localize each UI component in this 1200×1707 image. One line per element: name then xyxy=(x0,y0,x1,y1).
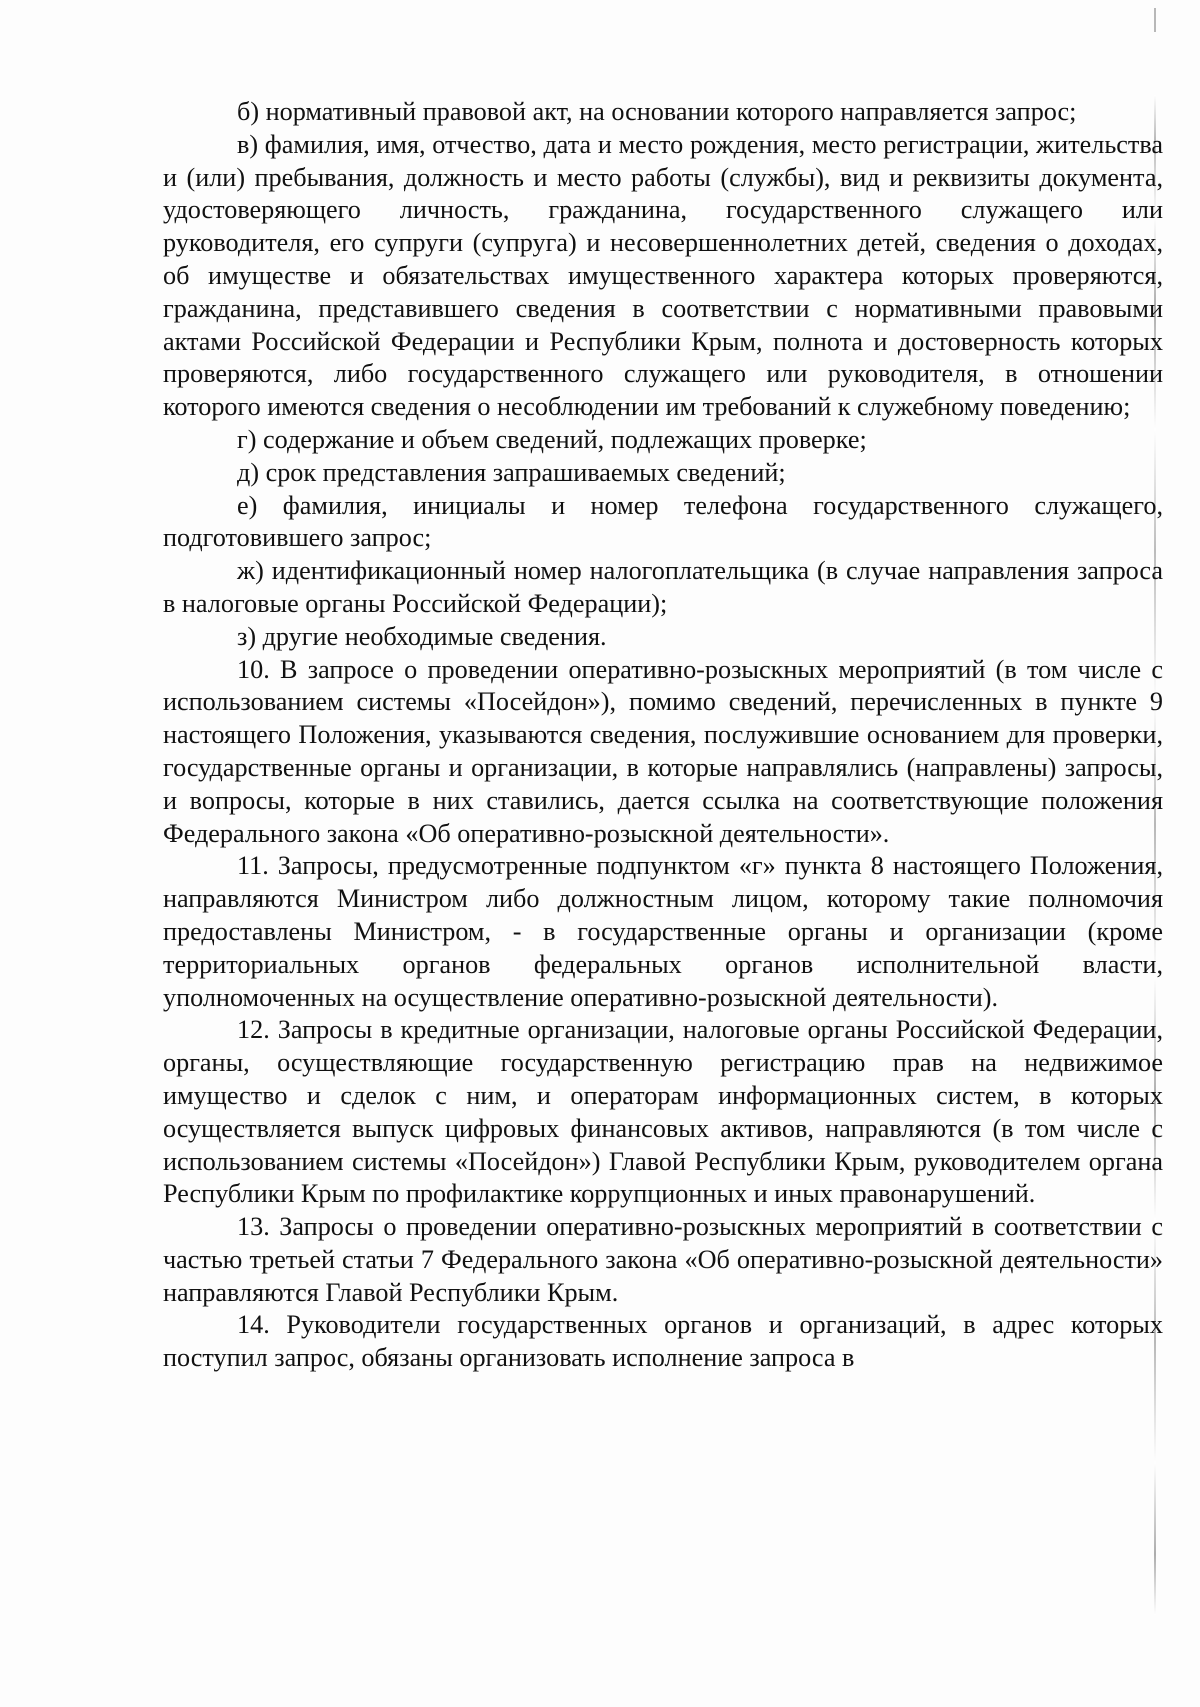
paragraph-clause-11: 11. Запросы, предусмотренные подпунктом «г» пункта 8 настоящего Положения, направляются Министром либо должностным лицом, которому такие полномочия предоставлены Министром, - в государственные органы и организации (кроме территориальных органов федеральных органов исполнительной власти, уполномоченных на осуществление оперативно-розыскной деятельности). xyxy=(163,851,1163,1012)
paragraph-clause-13: 13. Запросы о проведении оперативно-розыскных мероприятий в соответствии с частью третьей статьи 7 Федерального закона «Об оперативно-розыскной деятельности» направляются Главой Республики Крым. xyxy=(163,1212,1163,1307)
paragraph-item-d: д) срок представления запрашиваемых сведений; xyxy=(237,457,786,487)
document-body xyxy=(163,96,1163,1375)
paragraph-clause-14: 14. Руководители государственных органов и организаций, в адрес которых поступил запрос, обязаны организовать исполнение запроса в xyxy=(163,1310,1163,1373)
paragraph-item-zh: ж) идентификационный номер налогоплательщика (в случае направления запроса в налоговые органы Российской Федерации); xyxy=(163,556,1163,618)
paragraph-item-b: б) нормативный правовой акт, на основании которого направляется запрос; xyxy=(237,97,1077,126)
scan-artifact-mark xyxy=(1154,8,1156,32)
paragraph-item-z: з) другие необходимые сведения. xyxy=(237,621,607,651)
paragraph-item-g: г) содержание и объем сведений, подлежащих проверке; xyxy=(237,424,867,454)
paragraph-clause-10: 10. В запросе о проведении оперативно-розыскных мероприятий (в том числе с использованием системы «Посейдон»), помимо сведений, перечисленных в пункте 9 настоящего Положения, указываются сведения, послужившие основанием для проверки, государственные органы и организации, в которые направлялись (направлены) запросы, и вопросы, которые в них ставились, дается ссылка на соответствующие положения Федерального закона «Об оперативно-розыскной деятельности». xyxy=(163,654,1163,848)
paragraph-item-v: в) фамилия, имя, отчество, дата и место рождения, место регистрации, жительства и (или) пребывания, должность и место работы (службы), вид и реквизиты документа, удостоверяющего личность, гражданина, государственного служащего или руководителя, его супруги (супруга) и несовершеннолетних детей, сведения о доходах, об имуществе и обязательствах имущественного характера которых проверяются, гражданина, представившего сведения в соответствии с нормативными правовыми актами Российской Федерации и Республики Крым, полнота и достоверность которых проверяются, либо государственного служащего или руководителя, в отношении которого имеются сведения о несоблюдении им требований к служебному поведению; xyxy=(163,129,1163,422)
paragraph-item-e: е) фамилия, инициалы и номер телефона государственного служащего, подготовившего запрос; xyxy=(163,490,1163,553)
paragraph-clause-12: 12. Запросы в кредитные организации, налоговые органы Российской Федерации, органы, осуществляющие государственную регистрацию прав на недвижимое имущество и сделок с ним, и операторам информационных систем, в которых осуществляется выпуск цифровых финансовых активов, направляются (в том числе с использованием системы «Посейдон») Главой Республики Крым, руководителем органа Республики Крым по профилактике коррупционных и иных правонарушений. xyxy=(163,1015,1163,1209)
